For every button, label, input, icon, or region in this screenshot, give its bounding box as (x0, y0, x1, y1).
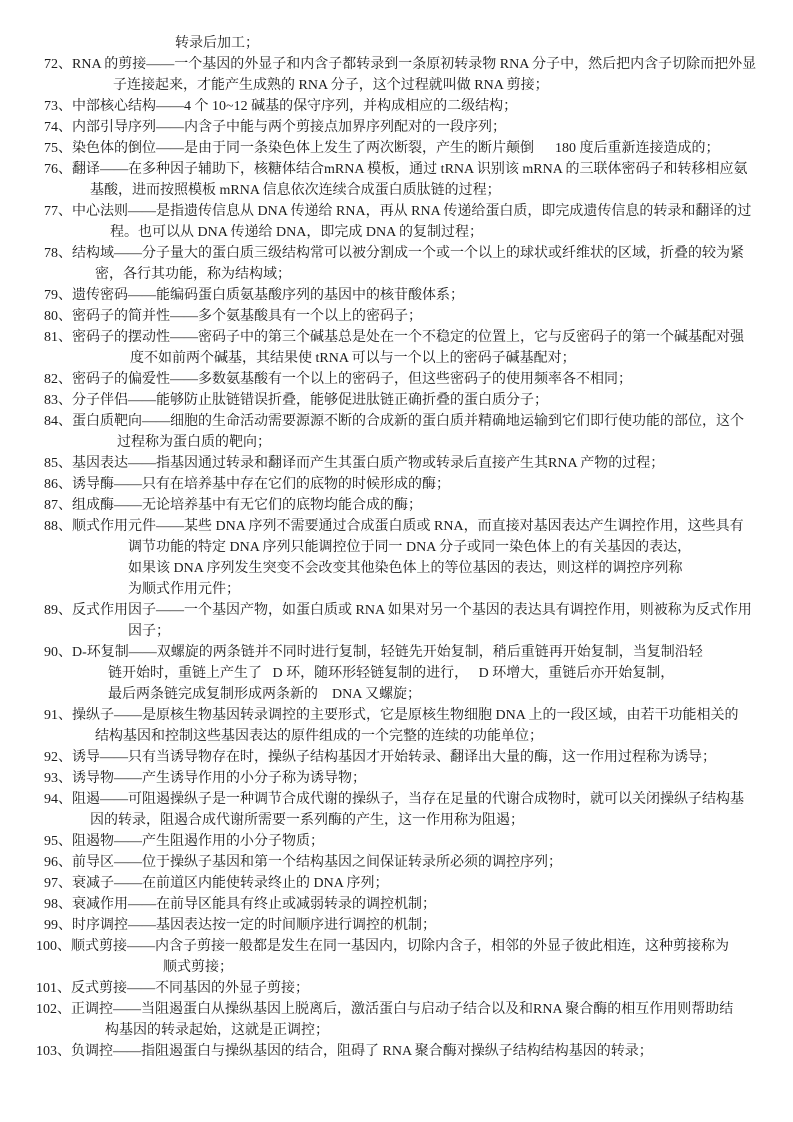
item-number: 98、 (44, 897, 72, 912)
definition-text: 阻遏物——产生阻遏作用的小分子物质； (72, 834, 324, 849)
definition-continuation-line (95, 264, 793, 285)
item-number: 84、 (44, 414, 72, 429)
definition-text: 密码子的摆动性——密码子中的第三个碱基总是处在一个不稳定的位置上，它与反密码子的第一个碱基配对强 (72, 330, 744, 345)
item-number: 78、 (44, 246, 72, 261)
definition-item (0, 117, 793, 138)
definition-continuation-line (108, 684, 793, 705)
definition-text: 程。也可以从 DNA 传递给 DNA，即完成 DNA 的复制过程； (110, 225, 483, 240)
definition-first-line (44, 873, 793, 894)
definition-text: 阻遏——可阻遏操纵子是一种调节合成代谢的操纵子，当存在足量的代谢合成物时，就可以关闭操纵子结构基 (72, 792, 744, 807)
definition-text: 衰减子——在前道区内能使转录终止的 DNA 序列； (72, 876, 389, 891)
definition-continuation-line (130, 348, 793, 369)
item-number: 92、 (44, 750, 72, 765)
definition-item (0, 936, 793, 978)
definition-text: 内部引导序列——内含子中能与两个剪接点加界序列配对的一段序列； (72, 120, 506, 135)
item-number: 102、 (36, 1002, 71, 1017)
item-number: 95、 (44, 834, 72, 849)
definition-text: 最后两条链完成复制形成两条新的 DNA 又螺旋； (108, 687, 422, 702)
definition-text: 密码子的简并性——多个氨基酸具有一个以上的密码子； (72, 309, 422, 324)
item-number: 73、 (44, 99, 72, 114)
definition-text: 子连接起来，才能产生成熟的 RNA 分子，这个过程就叫做 RNA 剪接； (113, 78, 549, 93)
definition-item (0, 705, 793, 747)
definition-item (0, 96, 793, 117)
definition-item (0, 894, 793, 915)
definition-item (0, 978, 793, 999)
definition-continuation-line (163, 957, 793, 978)
definition-text: 结构基因和控制这些基因表达的原件组成的一个完整的连续的功能单位； (95, 729, 543, 744)
definition-item (0, 138, 793, 159)
definition-first-line (44, 894, 793, 915)
definition-first-line (36, 978, 793, 999)
definition-item (0, 999, 793, 1041)
definition-item (0, 915, 793, 936)
definition-first-line (44, 600, 793, 621)
definition-text: 调节功能的特定 DNA 序列只能调控位于同一 DNA 分子或同一染色体上的有关基因的表达， (128, 540, 692, 555)
definition-text: 中部核心结构——4 个 10~12 碱基的保守序列，并构成相应的二级结构； (72, 99, 518, 114)
item-number: 72、 (44, 57, 72, 72)
item-number: 87、 (44, 498, 72, 513)
definition-text: 基酸，进而按照模板 mRNA 信息依次连续合成蛋白质肽链的过程； (90, 183, 501, 198)
definition-item (0, 411, 793, 453)
definition-first-line (44, 768, 793, 789)
definition-text: 中心法则——是指遗传信息从 DNA 传递给 RNA，再从 RNA 传递给蛋白质，即完成遗传信息的转录和翻译的过 (72, 204, 752, 219)
definition-item (0, 369, 793, 390)
definition-text: 构基因的转录起始，这就是正调控； (105, 1023, 329, 1038)
item-number: 100、 (36, 939, 71, 954)
definition-item (0, 600, 793, 642)
definition-item (0, 768, 793, 789)
definition-text: 诱导物——产生诱导作用的小分子称为诱导物； (72, 771, 366, 786)
definition-item (0, 1041, 793, 1062)
definition-first-line (44, 495, 793, 516)
item-number: 74、 (44, 120, 72, 135)
definition-first-line (44, 159, 793, 180)
definition-text: 前导区——位于操纵子基因和第一个结构基因之间保证转录所必须的调控序列； (72, 855, 562, 870)
item-number: 79、 (44, 288, 72, 303)
item-number: 93、 (44, 771, 72, 786)
definition-first-line (44, 852, 793, 873)
definition-continuation-line (128, 558, 793, 579)
item-number: 86、 (44, 477, 72, 492)
definition-continuation-line (90, 810, 793, 831)
definition-first-line (44, 642, 793, 663)
definition-item (0, 243, 793, 285)
definition-text: 结构域——分子量大的蛋白质三级结构常可以被分割成一个或一个以上的球状或纤维状的区域，折叠的较为紧 (72, 246, 744, 261)
definition-first-line (44, 411, 793, 432)
definition-continuation-line (128, 621, 793, 642)
definition-text: 遗传密码——能编码蛋白质氨基酸序列的基因中的核苷酸体系； (72, 288, 464, 303)
definition-text: 顺式作用元件——某些 DNA 序列不需要通过合成蛋白质或 RNA，而直接对基因表达产生调控作用，这些具有 (72, 519, 744, 534)
definition-first-line (36, 936, 793, 957)
item-number: 96、 (44, 855, 72, 870)
definition-text: RNA 的剪接——一个基因的外显子和内含子都转录到一条原初转录物 RNA 分子中，然后把内含子切除而把外显 (72, 57, 757, 72)
definition-text: 如果该 DNA 序列发生突变不会改变其他染色体上的等位基因的表达，则这样的调控序列称 (128, 561, 683, 576)
definition-text: 操纵子——是原核生物基因转录调控的主要形式，它是原核生物细胞 DNA 上的一段区域，由若干功能相关的 (72, 708, 739, 723)
definition-continuation-line (128, 579, 793, 600)
definitions-list (0, 33, 793, 1062)
definition-first-line (44, 747, 793, 768)
definition-continuation-line (110, 222, 793, 243)
definition-text: 密，各行其功能，称为结构域； (95, 267, 291, 282)
definition-item (0, 159, 793, 201)
definition-text: 基因表达——指基因通过转录和翻译而产生其蛋白质产物或转录后直接产生其RNA 产物的过程； (72, 456, 665, 471)
definition-text: 为顺式作用元件； (128, 582, 240, 597)
definition-continuation-line (95, 726, 793, 747)
definition-item (0, 453, 793, 474)
definition-first-line (44, 306, 793, 327)
definition-item (0, 873, 793, 894)
definition-first-line (44, 453, 793, 474)
item-number: 101、 (36, 981, 71, 996)
item-number: 81、 (44, 330, 72, 345)
definition-first-line (44, 243, 793, 264)
definition-first-line (44, 117, 793, 138)
definition-first-line (44, 516, 793, 537)
definition-text: 诱导酶——只有在培养基中存在它们的底物的时候形成的酶； (72, 477, 450, 492)
definition-text: 反式剪接——不同基因的外显子剪接； (71, 981, 309, 996)
definition-first-line (44, 390, 793, 411)
definition-item (0, 495, 793, 516)
definition-first-line (44, 285, 793, 306)
definition-text: 分子伴侣——能够防止肽链错误折叠，能够促进肽链正确折叠的蛋白质分子； (72, 393, 548, 408)
definition-continuation-line (128, 537, 793, 558)
definition-text: 时序调控——基因表达按一定的时间顺序进行调控的机制； (72, 918, 436, 933)
definition-item (0, 516, 793, 600)
definition-continuation-line (90, 180, 793, 201)
definition-first-line (36, 999, 793, 1020)
item-number: 103、 (36, 1044, 71, 1059)
definition-first-line (44, 369, 793, 390)
definition-first-line (44, 474, 793, 495)
item-number: 82、 (44, 372, 72, 387)
definition-first-line (44, 201, 793, 222)
item-number: 99、 (44, 918, 72, 933)
definition-item (0, 306, 793, 327)
definition-text: 顺式剪接； (163, 960, 233, 975)
definition-first-line (36, 1041, 793, 1062)
definition-item (0, 327, 793, 369)
definition-text: 染色体的倒位——是由于同一条染色体上发生了两次断裂，产生的断片颠倒 180 度后重新连接造成的； (72, 141, 720, 156)
definition-text: 衰减作用——在前导区能具有终止或减弱转录的调控机制； (72, 897, 436, 912)
definition-item (0, 54, 793, 96)
item-number: 76、 (44, 162, 72, 177)
definition-text: 正调控——当阻遏蛋白从操纵基因上脱离后，激活蛋白与启动子结合以及和RNA 聚合酶的相互作用则帮助结 (71, 1002, 734, 1017)
definition-item (0, 285, 793, 306)
definition-item (0, 201, 793, 243)
definition-text: 顺式剪接——内含子剪接一般都是发生在同一基因内，切除内含子，相邻的外显子彼此相连，这种剪接称为 (71, 939, 729, 954)
item-number: 83、 (44, 393, 72, 408)
definition-text: 因的转录，阻遏合成代谢所需要一系列酶的产生，这一作用称为阻遏； (90, 813, 524, 828)
definition-text: 反式作用因子——一个基因产物，如蛋白质或 RNA 如果对另一个基因的表达具有调控作用，则被称为反式作用 (72, 603, 752, 618)
definition-first-line (44, 327, 793, 348)
definition-text: 翻译——在多种因子辅助下，核糖体结合mRNA 模板，通过 tRNA 识别该 mRNA 的三联体密码子和转移相应氨 (72, 162, 748, 177)
definition-text: 负调控——指阻遏蛋白与操纵基因的结合，阻碍了 RNA 聚合酶对操纵子结构结构基因的转录； (71, 1044, 653, 1059)
definition-text: 密码子的偏爱性——多数氨基酸有一个以上的密码子，但这些密码子的使用频率各不相同； (72, 372, 632, 387)
item-number: 80、 (44, 309, 72, 324)
item-number: 97、 (44, 876, 72, 891)
item-number: 89、 (44, 603, 72, 618)
definition-item (0, 852, 793, 873)
item-number: 90、 (44, 645, 72, 660)
definition-first-line (44, 54, 793, 75)
definition-continuation-line (108, 663, 793, 684)
definition-first-line (44, 138, 793, 159)
item-number: 91、 (44, 708, 72, 723)
definition-item (0, 831, 793, 852)
definition-item (0, 642, 793, 705)
definition-text: 组成酶——无论培养基中有无它们的底物均能合成的酶； (72, 498, 422, 513)
definition-text: D-环复制——双螺旋的两条链并不同时进行复制，轻链先开始复制，稍后重链再开始复制，当复制沿轻 (72, 645, 703, 660)
item-number: 77、 (44, 204, 72, 219)
definition-item (0, 390, 793, 411)
item-number: 88、 (44, 519, 72, 534)
definition-text: 过程称为蛋白质的靶向； (117, 435, 271, 450)
definition-text: 因子； (128, 624, 170, 639)
definition-continuation-line (117, 432, 793, 453)
item-number: 85、 (44, 456, 72, 471)
definition-first-line (44, 705, 793, 726)
definition-continuation-line (113, 75, 793, 96)
item-number: 94、 (44, 792, 72, 807)
definition-item (0, 474, 793, 495)
definition-item (0, 789, 793, 831)
continuation-line: 转录后加工； (175, 36, 259, 51)
definition-first-line (44, 96, 793, 117)
definition-text: 诱导——只有当诱导物存在时，操纵子结构基因才开始转录、翻译出大量的酶，这一作用过程称为诱导； (72, 750, 716, 765)
definition-text: 链开始时，重链上产生了 D 环，随环形轻链复制的进行， D 环增大，重链后亦开始复制， (108, 666, 675, 681)
definition-continuation-line (105, 1020, 793, 1041)
definition-text: 度不如前两个碱基，其结果使 tRNA 可以与一个以上的密码子碱基配对； (130, 351, 576, 366)
item-number: 75、 (44, 141, 72, 156)
definition-item (0, 747, 793, 768)
definition-first-line (44, 789, 793, 810)
definition-text: 蛋白质靶向——细胞的生命活动需要源源不断的合成新的蛋白质并精确地运输到它们即行使功能的部位，这个 (72, 414, 744, 429)
definition-first-line (44, 915, 793, 936)
definition-first-line (44, 831, 793, 852)
